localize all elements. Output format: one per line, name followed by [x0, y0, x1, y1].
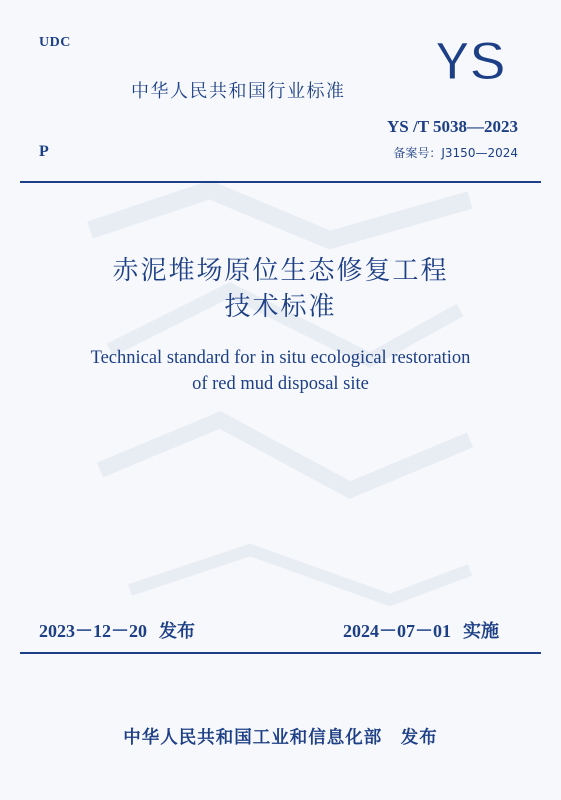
ys-logo	[420, 35, 518, 85]
issue-label: 发布	[159, 621, 195, 642]
implementation-date: 2024－07－01	[343, 621, 451, 641]
issuing-authority: 中华人民共和国工业和信息化部 发布	[123, 728, 438, 748]
english-title-line-1: Technical standard for in situ ecological restoration	[90, 348, 471, 368]
chinese-title-line-1: 赤泥堆场原位生态修复工程	[112, 256, 449, 286]
issue-date-block	[39, 617, 195, 643]
standard-code: YS /T 5038—2023	[387, 117, 518, 136]
implementation-date-block	[343, 617, 499, 643]
implementation-label: 实施	[463, 621, 499, 642]
classification-label: P	[39, 143, 49, 160]
record-number: 备案号：J3150—2024	[393, 146, 518, 160]
issue-date: 2023－12－20	[39, 621, 147, 641]
ys-logo-text: YS	[433, 35, 505, 85]
chinese-title-line-2: 技术标准	[224, 292, 337, 322]
udc-label: UDC	[39, 35, 71, 50]
english-title-line-2: of red mud disposal site	[192, 374, 369, 394]
top-divider	[20, 181, 541, 183]
bottom-divider	[20, 652, 541, 654]
industry-standard-title: 中华人民共和国行业标准	[131, 81, 346, 102]
watermark-pattern	[70, 170, 490, 630]
